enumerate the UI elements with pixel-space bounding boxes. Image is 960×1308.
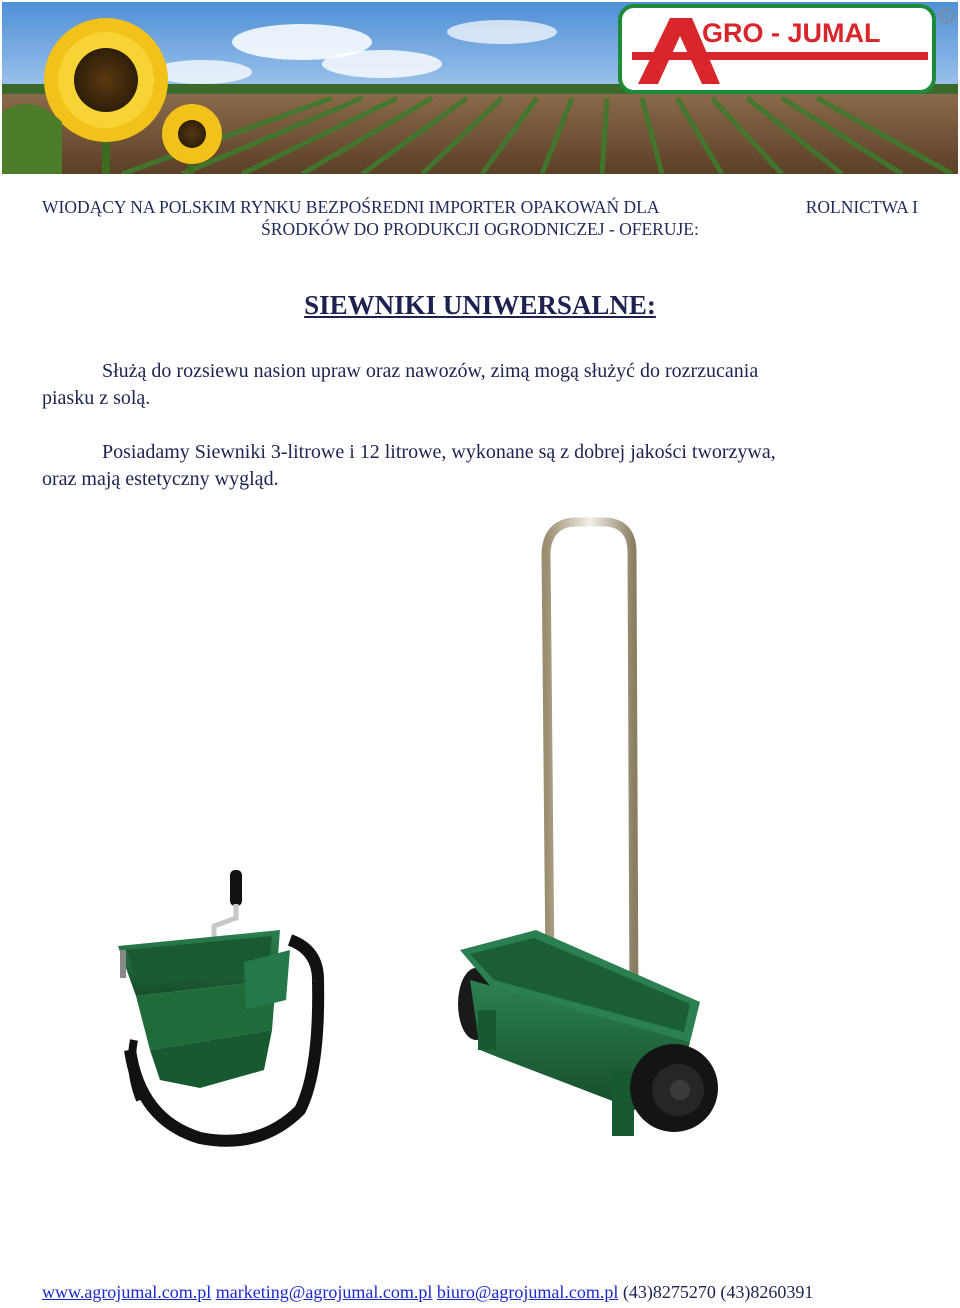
- phone-numbers: (43)8275270 (43)8260391: [622, 1282, 814, 1302]
- paragraph-description: [42, 358, 922, 412]
- header-banner: [2, 2, 958, 174]
- hand-spreader-image: [118, 870, 318, 1141]
- intro-line-1: WIODĄCY NA POLSKIM RYNKU BEZPOŚREDNI IMPORTER OPAKOWAŃ DLA: [42, 197, 660, 217]
- marketing-email-link[interactable]: marketing@agrojumal.com.pl: [215, 1282, 433, 1302]
- office-email-link[interactable]: biuro@agrojumal.com.pl: [436, 1282, 619, 1302]
- paragraph-products: [42, 439, 922, 493]
- product-images: [0, 510, 960, 1160]
- page-title: SIEWNIKI UNIWERSALNE:: [304, 290, 656, 320]
- intro-line-1-right: ROLNICTWA I: [805, 197, 918, 217]
- svg-text:R: R: [942, 12, 949, 22]
- farm-field-image: [2, 2, 958, 174]
- paragraph-line: piasku z solą.: [42, 387, 151, 409]
- company-logo: [620, 6, 953, 92]
- paragraph-line: oraz mają estetyczny wygląd.: [42, 468, 279, 490]
- paragraph-line: Posiadamy Siewniki 3-litrowe i 12 litrowe, wykonane są z dobrej jakości tworzywa,: [102, 441, 776, 463]
- website-link[interactable]: www.agrojumal.com.pl: [42, 1282, 212, 1302]
- svg-text:GRO - JUMAL: GRO - JUMAL: [702, 18, 881, 48]
- footer-contacts: [42, 1282, 813, 1303]
- paragraph-line: Służą do rozsiewu nasion upraw oraz nawozów, zimą mogą służyć do rozrzucania: [102, 360, 759, 382]
- push-spreader-image: [458, 522, 718, 1136]
- intro-line-2: ŚRODKÓW DO PRODUKCJI OGRODNICZEJ - OFERUJE:: [261, 219, 699, 239]
